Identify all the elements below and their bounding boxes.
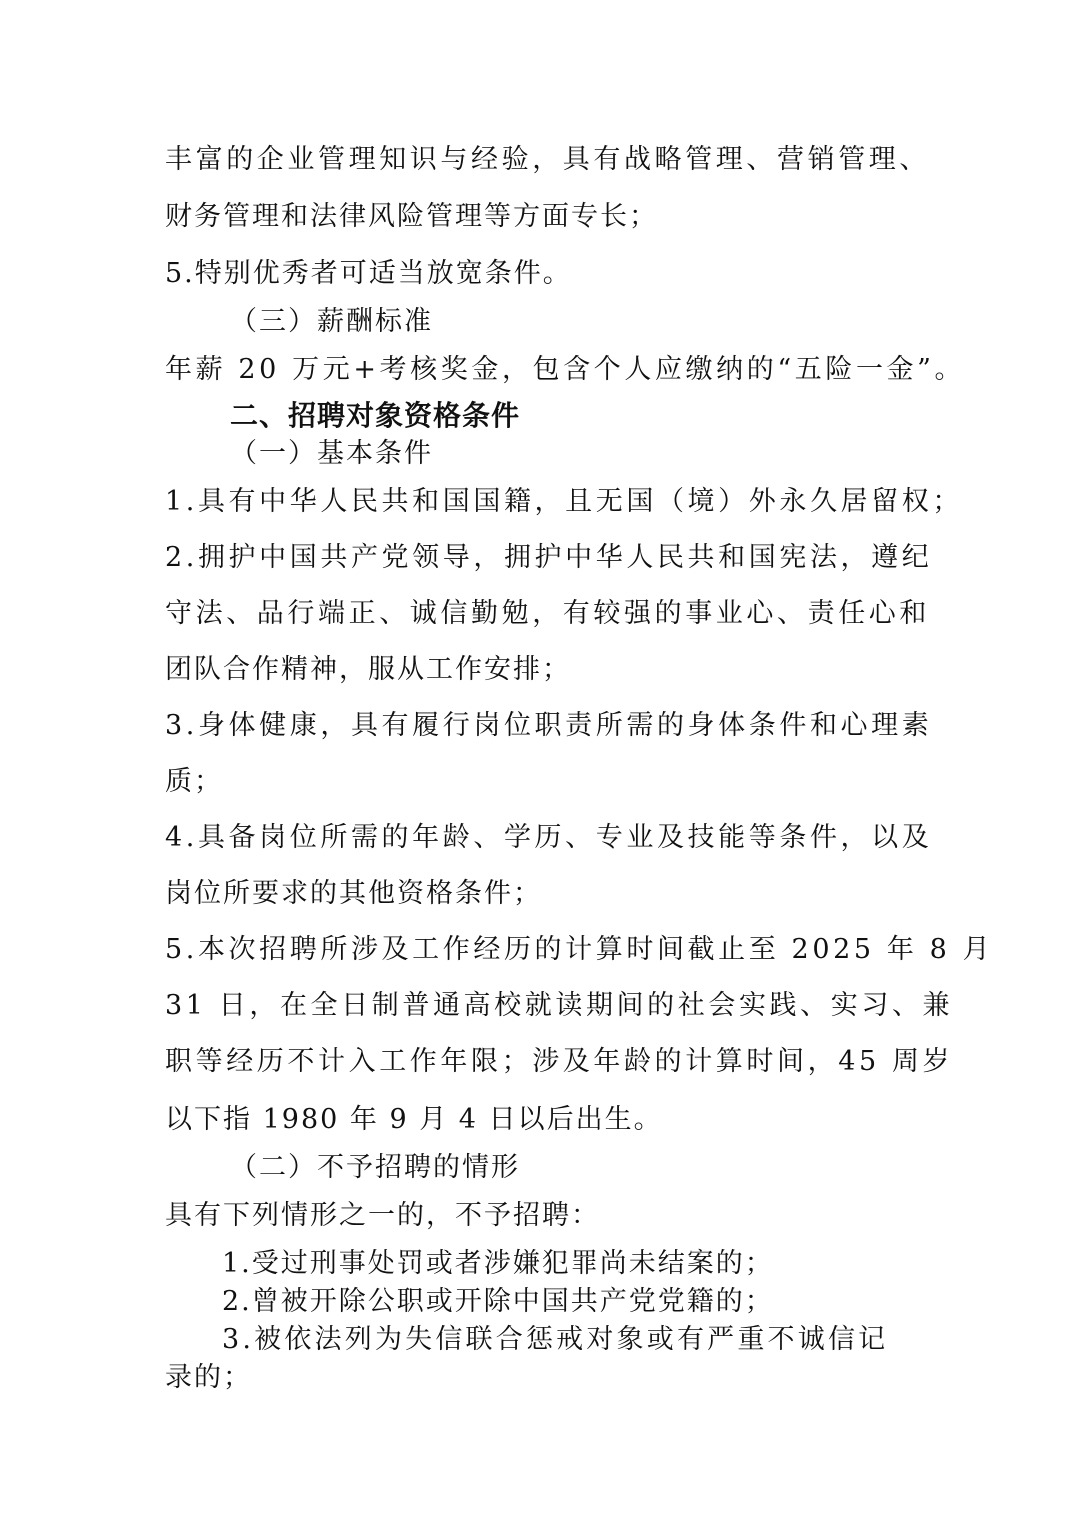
text-line: 31 日，在全日制普通高校就读期间的社会实践、实习、兼 bbox=[165, 990, 954, 1021]
text-line: 录的； bbox=[165, 1362, 252, 1393]
text-line: 丰富的企业管理知识与经验，具有战略管理、营销管理、 bbox=[165, 144, 930, 175]
text-line: 4.具备岗位所需的年龄、学历、专业及技能等条件，以及 bbox=[165, 822, 933, 853]
text-line: 年薪 20 万元+考核奖金，包含个人应缴纳的“五险一金”。 bbox=[165, 354, 966, 385]
text-line: 5.本次招聘所涉及工作经历的计算时间截止至 2025 年 8 月 bbox=[165, 934, 994, 965]
text-line: 团队合作精神，服从工作安排； bbox=[165, 654, 571, 685]
text-line: 质； bbox=[165, 766, 223, 797]
subsection-heading-exclusions: （二）不予招聘的情形 bbox=[230, 1152, 520, 1183]
subsection-heading-salary: （三）薪酬标准 bbox=[230, 306, 433, 337]
text-line: 职等经历不计入工作年限；涉及年龄的计算时间，45 周岁 bbox=[165, 1046, 954, 1077]
text-line: 1.受过刑事处罚或者涉嫌犯罪尚未结案的； bbox=[222, 1248, 774, 1279]
text-line: 岗位所要求的其他资格条件； bbox=[165, 878, 542, 909]
text-line: 1.具有中华人民共和国国籍，且无国（境）外永久居留权； bbox=[165, 486, 963, 517]
text-line: 5.特别优秀者可适当放宽条件。 bbox=[165, 258, 572, 289]
text-line: 以下指 1980 年 9 月 4 日以后出生。 bbox=[165, 1104, 663, 1135]
text-line: 2.拥护中国共产党领导，拥护中华人民共和国宪法，遵纪 bbox=[165, 542, 933, 573]
text-line: 财务管理和法律风险管理等方面专长； bbox=[165, 201, 658, 232]
text-line: 3.身体健康，具有履行岗位职责所需的身体条件和心理素 bbox=[165, 710, 933, 741]
subsection-heading-basic-conditions: （一）基本条件 bbox=[230, 438, 433, 469]
text-line: 具有下列情形之一的，不予招聘： bbox=[165, 1200, 600, 1231]
section-heading-qualifications: 二、招聘对象资格条件 bbox=[230, 399, 521, 432]
text-line: 3.被依法列为失信联合惩戒对象或有严重不诚信记 bbox=[222, 1324, 889, 1355]
text-line: 守法、品行端正、诚信勤勉，有较强的事业心、责任心和 bbox=[165, 598, 930, 629]
text-line: 2.曾被开除公职或开除中国共产党党籍的； bbox=[222, 1286, 774, 1317]
